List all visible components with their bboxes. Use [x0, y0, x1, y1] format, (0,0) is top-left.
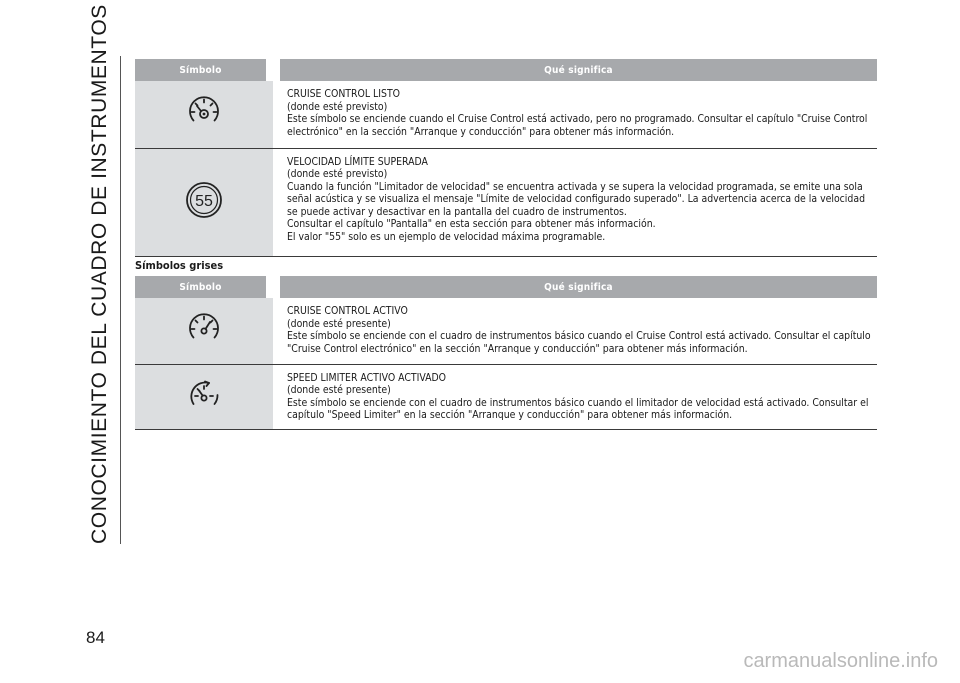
row-title: SPEED LIMITER ACTIVO ACTIVADO — [287, 371, 447, 384]
table-header — [135, 276, 877, 298]
meaning-cell — [273, 148, 877, 256]
row-subtitle: (donde esté presente) — [287, 317, 391, 330]
row-subtitle: (donde esté previsto) — [287, 100, 388, 113]
meaning-cell — [273, 298, 877, 364]
icon-cell — [135, 148, 273, 256]
speed-limit-exceeded-icon — [184, 180, 224, 220]
row-text: Este símbolo se enciende con el cuadro de instrumentos básico cuando el limitador de velocidad está activado. Consultar el capítulo "Speed Limiter" en la sección "Arranque y conducción" para obtener más información. — [287, 396, 869, 422]
header-meaning: Qué significa — [273, 59, 877, 81]
row-text-3: El valor "55" solo es un ejemplo de velocidad máxima programable. — [287, 231, 606, 244]
row-subtitle: (donde esté presente) — [287, 384, 391, 397]
symbols-table-1 — [135, 59, 877, 257]
row-title: CRUISE CONTROL LISTO — [287, 88, 401, 100]
row-text: Cuando la función "Limitador de velocidad" se encuentra activada y se supera la velocidad programada, se emite una sola señal acústica y se visualiza el mensaje "Límite de velocidad configurado superado". La advertencia acerca de la velocidad se puede activar y desactivar en la pantalla del cuadro de instrumentos. — [287, 180, 866, 218]
row-title: CRUISE CONTROL ACTIVO — [287, 305, 408, 317]
header-symbol: Símbolo — [135, 276, 273, 298]
speed-limiter-active-icon — [184, 375, 224, 415]
speed-value: 55 — [195, 193, 213, 210]
icon-cell — [135, 364, 273, 429]
meaning-cell — [273, 81, 877, 148]
table-row — [135, 364, 877, 429]
cruise-control-active-icon — [184, 309, 224, 349]
side-chapter-title: CONOCIMIENTO DEL CUADRO DE INSTRUMENTOS — [88, 4, 111, 544]
icon-cell — [135, 298, 273, 364]
section-heading: Símbolos grises — [135, 259, 224, 272]
table-header — [135, 59, 877, 81]
table-row — [135, 298, 877, 364]
meaning-cell — [273, 364, 877, 429]
page-number: 84 — [86, 628, 105, 647]
icon-cell — [135, 81, 273, 148]
header-meaning: Qué significa — [273, 276, 877, 298]
table-row — [135, 81, 877, 148]
row-subtitle: (donde esté previsto) — [287, 168, 388, 181]
header-symbol: Símbolo — [135, 59, 273, 81]
row-text: Este símbolo se enciende con el cuadro de instrumentos básico cuando el Cruise Control está activado. Consultar el capítulo "Cruise Control electrónico" en la sección "Arranque y conducción" para obtener más información. — [287, 330, 871, 355]
side-divider — [120, 56, 121, 544]
cruise-control-ready-icon — [184, 92, 224, 132]
table-row — [135, 148, 877, 256]
row-text: Este símbolo se enciende cuando el Cruise Control está activado, pero no programado. Consultar el capítulo "Cruise Control electrónico" en la sección "Arranque y conducción" para obtener más información. — [287, 113, 868, 138]
row-text-2: Consultar el capítulo "Pantalla" en esta sección para obtener más información. — [287, 218, 656, 231]
row-title: VELOCIDAD LÍMITE SUPERADA — [287, 155, 428, 168]
watermark-text: carmanualsonline.info — [743, 650, 938, 672]
symbols-table-2 — [135, 276, 877, 430]
